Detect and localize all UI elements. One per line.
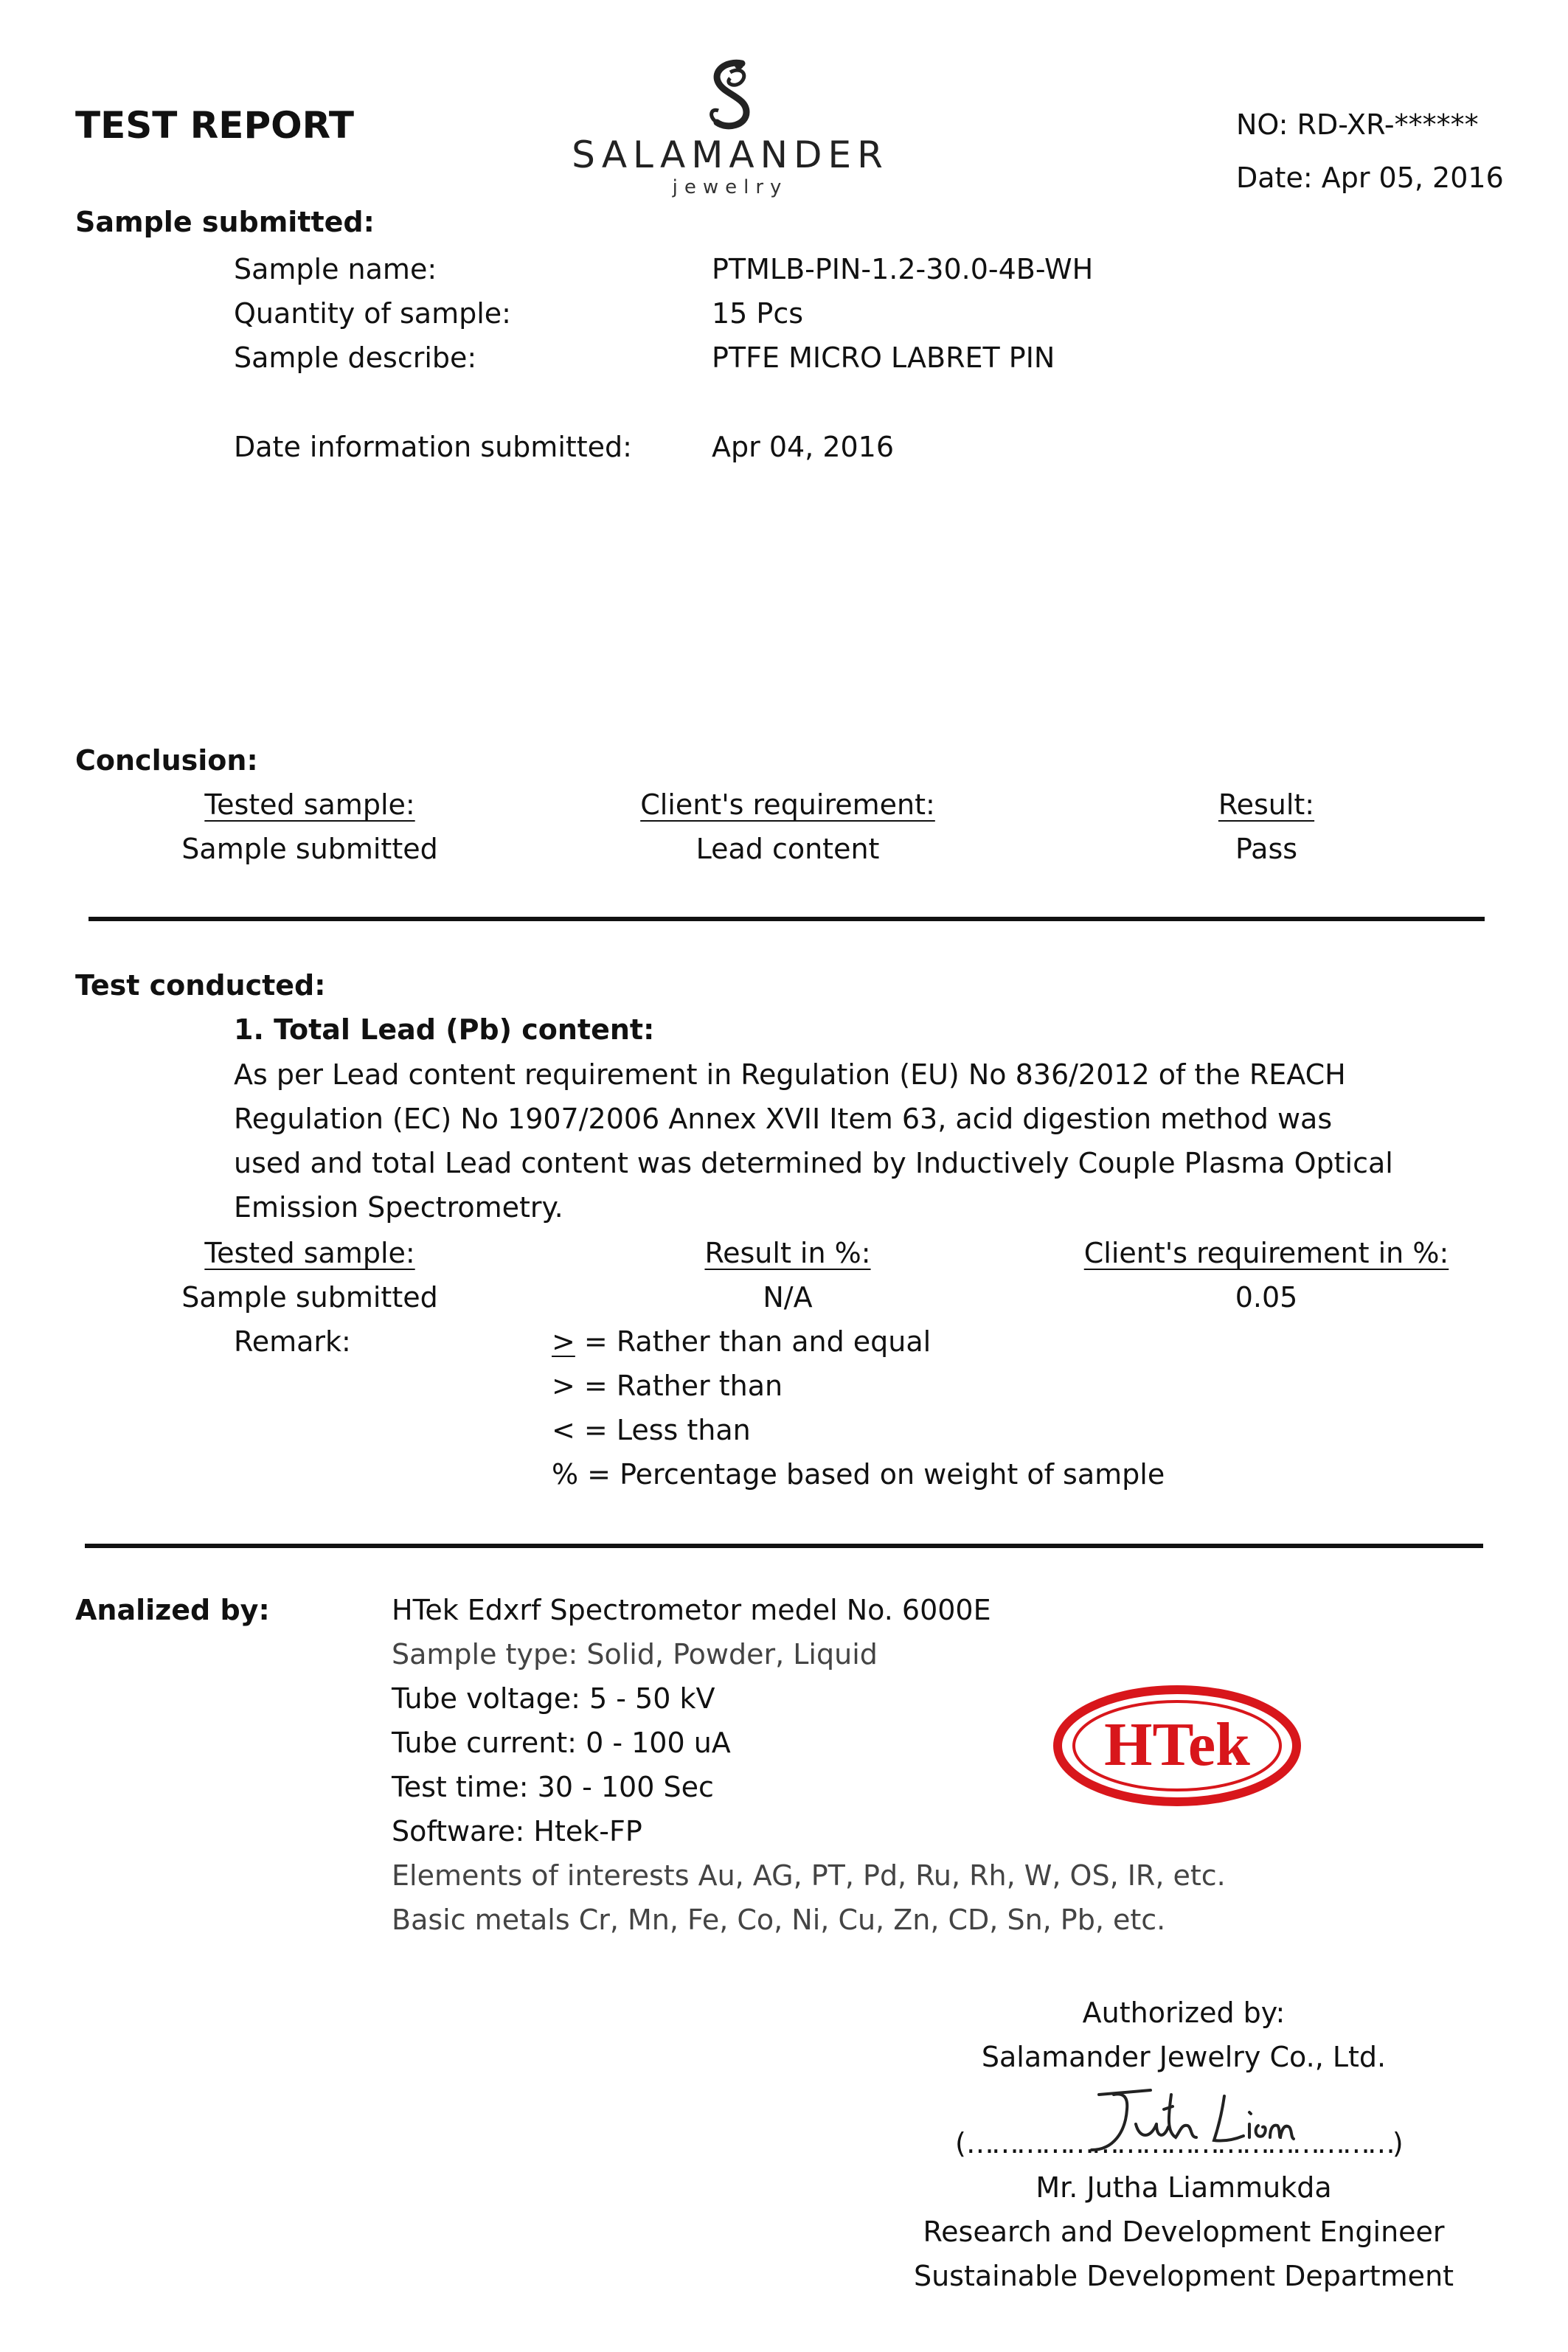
remark-ge-symbol: >: [552, 1325, 575, 1358]
brand-subtitle: jewelry: [672, 176, 788, 198]
salamander-s-logo-icon: [561, 58, 900, 139]
test-paragraph-line-2: Regulation (EC) No 1907/2006 Annex XVII Item 63, acid digestion method was: [234, 1103, 1333, 1135]
authorized-heading: Authorized by:: [1082, 1997, 1286, 2029]
sample-name-value: PTMLB-PIN-1.2-30.0-4B-WH: [712, 253, 1094, 285]
brand-name: SALAMANDER: [572, 133, 889, 176]
remark-ge-text: = Rather than and equal: [575, 1325, 932, 1358]
sample-quantity-label: Quantity of sample:: [234, 297, 511, 330]
divider-2: [85, 1544, 1483, 1548]
authorized-company: Salamander Jewelry Co., Ltd.: [981, 2041, 1387, 2073]
htek-logo-text: HTek: [1104, 1710, 1250, 1779]
report-title: TEST REPORT: [75, 104, 354, 147]
conclusion-tested-sample: Sample submitted: [181, 833, 438, 865]
handwritten-signature: [1069, 2080, 1313, 2168]
report-number: NO: RD-XR-******: [1236, 108, 1479, 141]
conclusion-col-client-requirement: Client's requirement:: [640, 788, 935, 821]
remark-percent: % = Percentage based on weight of sample: [552, 1458, 1165, 1491]
test-heading: Test conducted:: [75, 969, 326, 1002]
test-paragraph-line-3: used and total Lead content was determined by Inductively Couple Plasma Optical: [234, 1147, 1393, 1179]
signer-department: Sustainable Development Department: [913, 2260, 1454, 2292]
brand-logo: [561, 58, 900, 205]
conclusion-client-requirement: Lead content: [695, 833, 880, 865]
analyzed-line-7: Elements of interests Au, AG, PT, Pd, Ru, Rh, W, OS, IR, etc.: [392, 1859, 1226, 1892]
test-client-requirement-value: 0.05: [1235, 1281, 1298, 1314]
analyzed-label: Analized by:: [75, 1594, 270, 1626]
signer-name: Mr. Jutha Liammukda: [1035, 2171, 1332, 2204]
test-item-title: 1. Total Lead (Pb) content:: [234, 1013, 655, 1046]
analyzed-line-4: Tube current: 0 - 100 uA: [392, 1727, 731, 1759]
sample-describe-value: PTFE MICRO LABRET PIN: [712, 341, 1055, 374]
conclusion-col-tested-sample: Tested sample:: [204, 788, 415, 821]
signature-dots: ……………………………………………: [965, 2127, 1392, 2160]
test-col-client-requirement: Client's requirement in %:: [1083, 1237, 1449, 1269]
conclusion-result: Pass: [1235, 833, 1298, 865]
test-paragraph-line-4: Emission Spectrometry.: [234, 1191, 563, 1224]
sample-heading: Sample submitted:: [75, 206, 375, 238]
test-col-tested-sample: Tested sample:: [204, 1237, 415, 1269]
analyzed-line-1: HTek Edxrf Spectrometor medel No. 6000E: [392, 1594, 991, 1626]
remark-lt: < = Less than: [552, 1414, 751, 1446]
conclusion-col-result: Result:: [1218, 788, 1315, 821]
analyzed-line-8: Basic metals Cr, Mn, Fe, Co, Ni, Cu, Zn, CD, Sn, Pb, etc.: [392, 1904, 1166, 1936]
report-date: Date: Apr 05, 2016: [1236, 162, 1504, 194]
signature-close: ): [1392, 2127, 1404, 2160]
test-result-value: N/A: [763, 1281, 813, 1314]
test-tested-sample: Sample submitted: [181, 1281, 438, 1314]
remark-gt: > = Rather than: [552, 1370, 783, 1402]
sample-quantity-value: 15 Pcs: [712, 297, 804, 330]
analyzed-line-2: Sample type: Solid, Powder, Liquid: [392, 1638, 878, 1671]
remark-ge: [552, 1326, 931, 1359]
analyzed-line-3: Tube voltage: 5 - 50 kV: [392, 1682, 715, 1715]
conclusion-heading: Conclusion:: [75, 744, 258, 777]
signer-title: Research and Development Engineer: [923, 2216, 1445, 2248]
date-submitted-label: Date information submitted:: [234, 431, 632, 463]
sample-describe-label: Sample describe:: [234, 341, 477, 374]
sample-name-label: Sample name:: [234, 253, 437, 285]
remark-label: Remark:: [234, 1325, 351, 1358]
htek-logo: [1052, 1683, 1302, 1808]
signature-open: (: [955, 2127, 966, 2160]
test-paragraph-line-1: As per Lead content requirement in Regulation (EU) No 836/2012 of the REACH: [234, 1058, 1346, 1091]
date-submitted-value: Apr 04, 2016: [712, 431, 895, 463]
analyzed-line-5: Test time: 30 - 100 Sec: [392, 1771, 714, 1803]
test-col-result: Result in %:: [704, 1237, 871, 1269]
analyzed-line-6: Software: Htek-FP: [392, 1815, 642, 1848]
divider-1: [89, 917, 1485, 921]
